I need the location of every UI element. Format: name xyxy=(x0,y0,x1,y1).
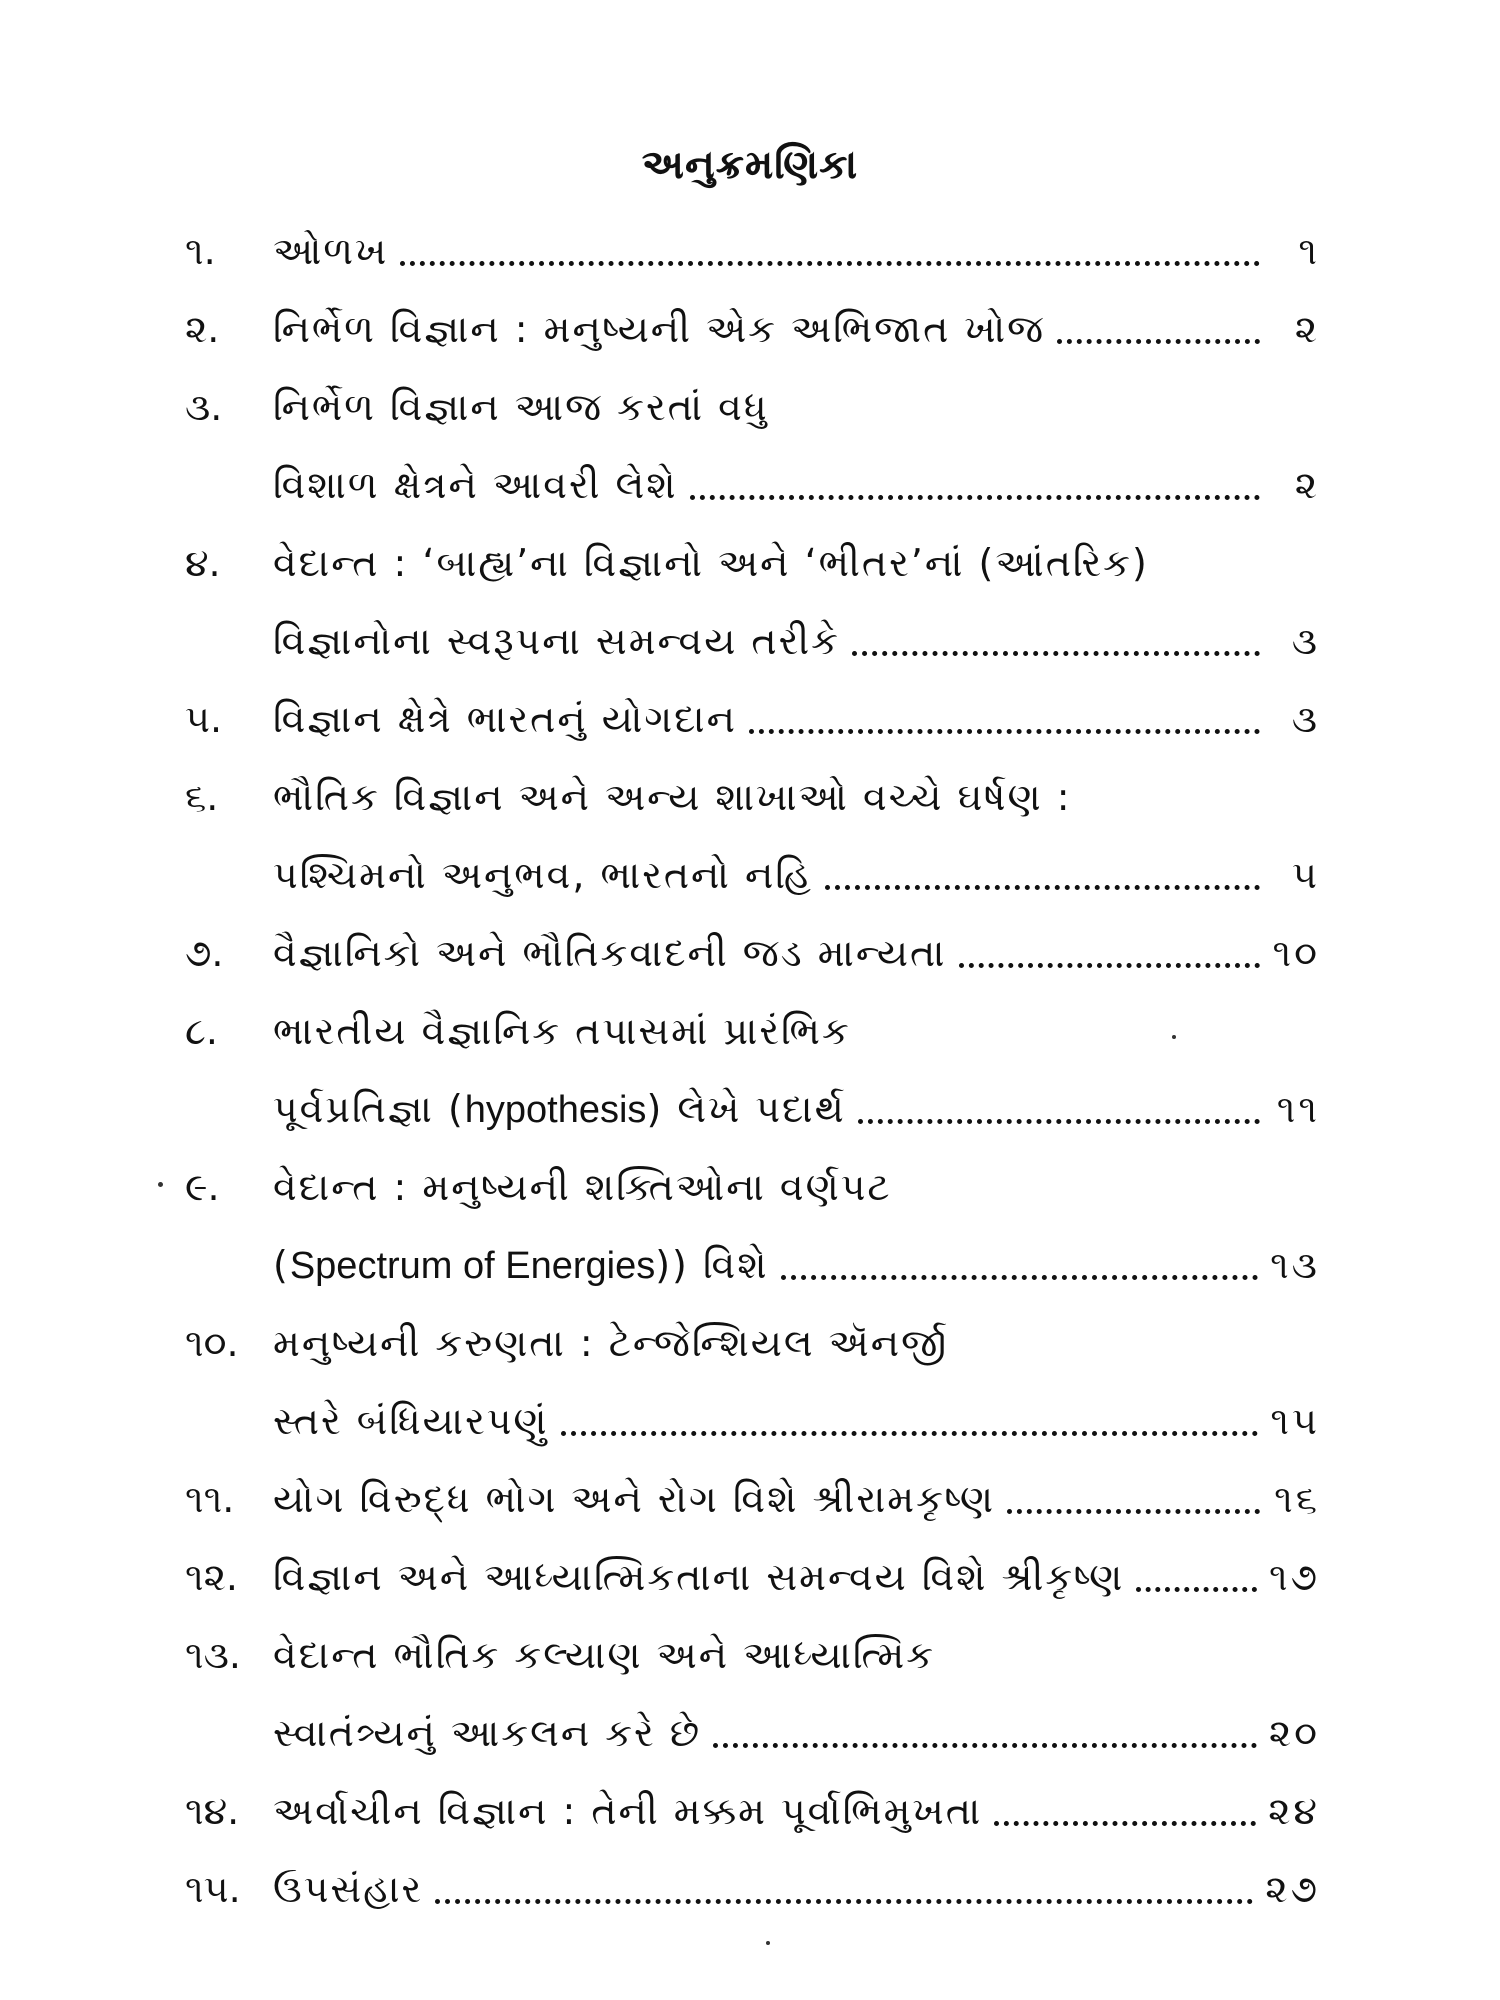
toc-entry xyxy=(185,1460,1320,1538)
dot-leader xyxy=(959,963,1261,968)
toc-entry xyxy=(185,290,1320,368)
entry-title: નિર્ભેળ વિજ્ઞાન : મનુષ્યની એક અભિજાત ખોજ xyxy=(273,307,1046,351)
dot-leader xyxy=(435,1899,1253,1904)
dot-leader xyxy=(781,1275,1259,1280)
entry-title: વેદાન્ત : મનુષ્યની શક્તિઓના વર્ણપટ xyxy=(273,1165,892,1209)
entry-title: ઉપસંહાર xyxy=(273,1867,424,1911)
toc-entry xyxy=(185,1538,1320,1616)
entry-title: વિજ્ઞાન ક્ષેત્રે ભારતનું યોગદાન xyxy=(273,697,737,741)
entry-title: વેદાન્ત ભૌતિક કલ્યાણ અને આધ્યાત્મિક xyxy=(273,1633,936,1677)
toc-entry xyxy=(185,1772,1320,1850)
dot-leader xyxy=(1007,1509,1260,1514)
entry-title: ભારતીય વૈજ્ઞાનિક તપાસમાં પ્રારંભિક xyxy=(273,1009,851,1053)
dot-leader xyxy=(1057,339,1260,344)
entry-number: ૬. xyxy=(185,775,219,819)
entry-number: ૪. xyxy=(185,541,221,585)
toc-entry xyxy=(185,446,1320,524)
dot-leader xyxy=(858,1119,1260,1124)
toc-entry-continuation xyxy=(185,1148,1320,1226)
entry-number: ૧૩. xyxy=(185,1633,242,1677)
entry-title: ભૌતિક વિજ્ઞાન અને અન્ય શાખાઓ વચ્ચે ઘર્ષણ : xyxy=(273,775,1072,819)
entry-number: ૧. xyxy=(185,229,216,273)
page-number: ૩ xyxy=(1291,697,1320,741)
dot-leader xyxy=(825,885,1260,890)
page-number: ૨ xyxy=(1294,307,1320,351)
scan-speck xyxy=(158,1182,163,1187)
toc-entry xyxy=(185,1382,1320,1460)
toc-entry xyxy=(185,680,1320,758)
entry-title: વિજ્ઞાનોના સ્વરૂપના સમન્વય તરીકે xyxy=(273,619,840,663)
page-number: ૩ xyxy=(1291,619,1320,663)
entry-number: ૮. xyxy=(185,1009,218,1053)
page-number: ૧૬ xyxy=(1274,1477,1320,1521)
toc-entry xyxy=(185,1694,1320,1772)
dot-leader xyxy=(400,261,1260,266)
entry-title: નિર્ભેળ વિજ્ઞાન આજ કરતાં વધુ xyxy=(273,385,769,429)
entry-title: સ્વાતંત્ર્યનું આકલન કરે છે xyxy=(273,1711,702,1755)
page-number: ૨૭ xyxy=(1265,1867,1320,1911)
entry-title: વિજ્ઞાન અને આધ્યાત્મિકતાના સમન્વય વિશે શ્રીકૃષ્ણ xyxy=(273,1555,1125,1599)
entry-number: ૩. xyxy=(185,385,223,429)
entry-title: (Spectrum of Energies)) વિશે xyxy=(273,1242,769,1287)
toc-entry-continuation xyxy=(185,1616,1320,1694)
dot-leader xyxy=(690,495,1260,500)
toc-entry-continuation xyxy=(185,524,1320,602)
dot-leader xyxy=(994,1821,1256,1826)
dot-leader xyxy=(1136,1587,1257,1592)
page-number: ૨૦ xyxy=(1268,1711,1320,1755)
toc-entry xyxy=(185,1226,1320,1304)
toc-entry xyxy=(185,914,1320,992)
entry-number: ૧૪. xyxy=(185,1789,240,1833)
page-number: ૨ xyxy=(1294,463,1320,507)
entry-title: યોગ વિરુદ્ધ ભોગ અને રોગ વિશે શ્રીરામકૃષ્ણ xyxy=(273,1477,995,1521)
table-of-contents xyxy=(185,212,1320,1928)
entry-number: ૫. xyxy=(185,697,223,741)
toc-entry xyxy=(185,212,1320,290)
entry-number: ૯. xyxy=(185,1165,220,1209)
page-number: ૧૧ xyxy=(1276,1087,1320,1131)
entry-title: મનુષ્યની કરુણતા : ટેન્જેન્શિયલ ઍનર્જી xyxy=(273,1321,949,1365)
entry-number: ૧૧. xyxy=(185,1477,235,1521)
page-number: ૫ xyxy=(1292,853,1320,897)
dot-leader xyxy=(749,729,1260,734)
toc-entry-continuation xyxy=(185,992,1320,1070)
toc-entry-continuation xyxy=(185,368,1320,446)
page-number: ૨૪ xyxy=(1268,1789,1320,1833)
toc-entry xyxy=(185,602,1320,680)
dot-leader xyxy=(852,651,1260,656)
entry-title: વૈજ્ઞાનિકો અને ભૌતિકવાદની જડ માન્યતા xyxy=(273,931,947,975)
toc-entry xyxy=(185,1070,1320,1148)
page-number: ૧૩ xyxy=(1270,1243,1320,1287)
page-number: ૧૦ xyxy=(1272,931,1320,975)
scan-speck xyxy=(1172,1035,1176,1039)
entry-number: ૧૫. xyxy=(185,1867,241,1911)
page-number: ૧૭ xyxy=(1268,1555,1320,1599)
entry-title: અર્વાચીન વિજ્ઞાન : તેની મક્કમ પૂર્વાભિમુખતા xyxy=(273,1789,983,1833)
entry-title: પશ્ચિમનો અનુભવ, ભારતનો નહિ xyxy=(273,853,813,897)
entry-number: ૨. xyxy=(185,307,220,351)
dot-leader xyxy=(561,1431,1259,1436)
entry-title: સ્તરે બંધિયારપણું xyxy=(273,1399,549,1443)
entry-title: પૂર્વપ્રતિજ્ઞા (hypothesis) લેખે પદાર્થ xyxy=(273,1086,846,1131)
toc-entry-continuation xyxy=(185,1304,1320,1382)
entry-number: ૧૦. xyxy=(185,1321,239,1365)
toc-entry xyxy=(185,1850,1320,1928)
entry-title: વેદાન્ત : ‘બાહ્ય’ના વિજ્ઞાનો અને ‘ભીતર’નાં (આંતરિક) xyxy=(273,541,1149,585)
scan-speck xyxy=(766,1941,770,1945)
entry-number: ૧૨. xyxy=(185,1555,239,1599)
entry-number: ૭. xyxy=(185,931,224,975)
entry-title: ઓળખ xyxy=(273,229,389,273)
toc-entry-continuation xyxy=(185,758,1320,836)
page-number: ૧૫ xyxy=(1270,1399,1320,1443)
page-number: ૧ xyxy=(1298,229,1320,273)
toc-entry xyxy=(185,836,1320,914)
page-title: અનુક્રમણિકા xyxy=(641,142,859,188)
dot-leader xyxy=(713,1743,1257,1748)
entry-title: વિશાળ ક્ષેત્રને આવરી લેશે xyxy=(273,463,678,507)
